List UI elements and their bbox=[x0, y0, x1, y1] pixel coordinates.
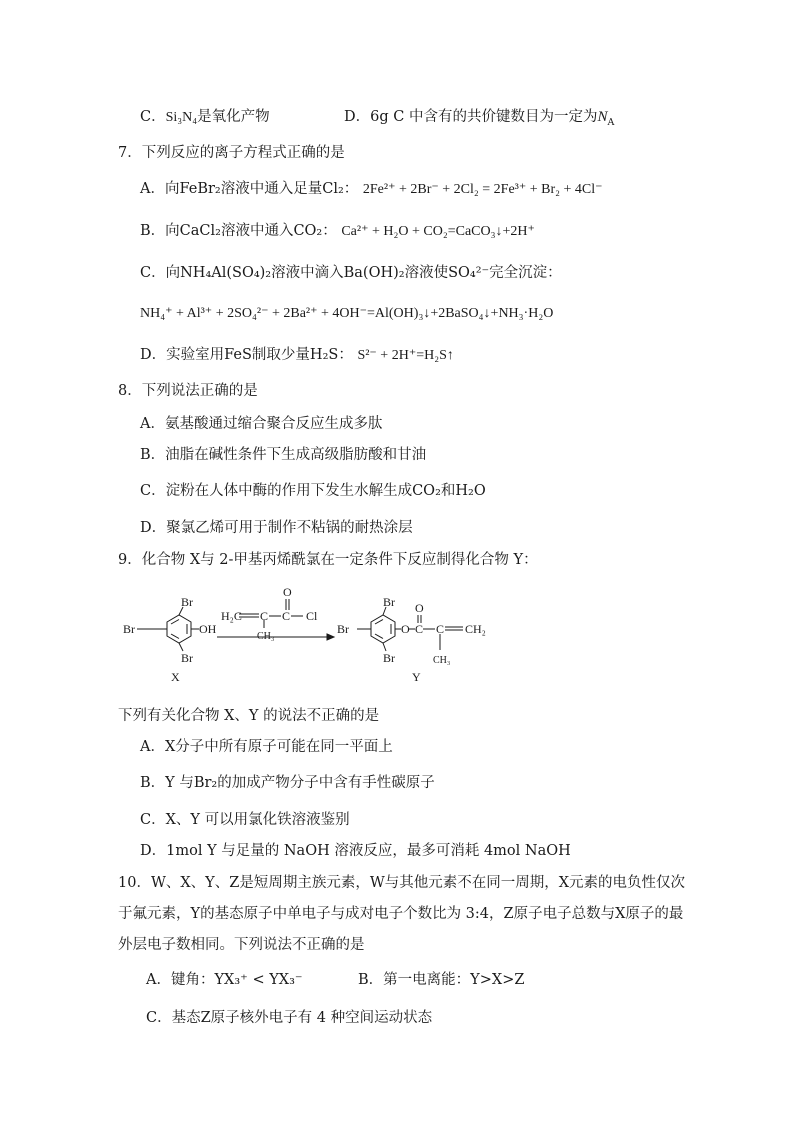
y-c-alkene: C bbox=[436, 622, 445, 636]
reagent-c2: C bbox=[282, 609, 291, 623]
q7-option-d-text: 实验室用FeS制取少量H₂S： bbox=[166, 347, 353, 363]
q6-option-d[interactable] bbox=[344, 107, 614, 127]
y-br-left: Br bbox=[337, 622, 349, 636]
reaction-scheme bbox=[115, 582, 505, 692]
q8-option-a[interactable]: A．氨基酸通过缩合聚合反应生成多肽 bbox=[140, 416, 383, 432]
reagent-ch3: CH₃ bbox=[257, 631, 275, 642]
q7-stem: 7．下列反应的离子方程式正确的是 bbox=[118, 145, 345, 161]
q6-option-c-label: C． bbox=[140, 109, 166, 125]
y-o-carbonyl: O bbox=[415, 601, 424, 615]
x-label: X bbox=[171, 670, 180, 684]
reagent-o: O bbox=[283, 585, 292, 599]
q10-stem-line1: 10．W、X、Y、Z是短周期主族元素，W与其他元素不在同一周期，X元素的电负性仅次 bbox=[118, 875, 686, 891]
y-ch2: CH₂ bbox=[465, 622, 486, 636]
y-ch3: CH₃ bbox=[433, 655, 451, 666]
q7-option-d-equation: S²⁻ + 2H⁺=H₂S↑ bbox=[357, 348, 454, 363]
y-o-ester: O bbox=[401, 622, 410, 636]
q10-option-c[interactable]: C．基态Z原子核外电子有 4 种空间运动状态 bbox=[146, 1010, 433, 1026]
q10-option-a[interactable]: A．键角：YX₃⁺ < YX₃⁻ bbox=[146, 972, 303, 988]
q6-option-d-symbol: N bbox=[597, 109, 608, 125]
y-br-top: Br bbox=[383, 595, 395, 609]
q9-question: 下列有关化合物 X、Y 的说法不正确的是 bbox=[118, 708, 380, 724]
q7-option-b-text: 向CaCl₂溶液中通入CO₂： bbox=[165, 223, 337, 239]
q10-stem-line2: 于氟元素，Y的基态原子中单电子与成对电子个数比为 3:4，Z原子电子总数与X原子的最 bbox=[118, 906, 684, 922]
q9-stem: 9．化合物 X与 2-甲基丙烯酰氯在一定条件下反应制得化合物 Y： bbox=[118, 552, 538, 568]
x-br-top: Br bbox=[181, 595, 193, 609]
q7-option-d-label: D． bbox=[140, 347, 167, 363]
reagent-c1: C bbox=[260, 609, 269, 623]
q9-option-c[interactable]: C．X、Y 可以用氯化铁溶液鉴别 bbox=[140, 812, 350, 828]
q7-option-a-text: 向FeBr₂溶液中通入足量Cl₂： bbox=[164, 181, 359, 197]
q10-stem-line3: 外层电子数相同。下列说法不正确的是 bbox=[118, 937, 365, 953]
y-c-carbonyl: C bbox=[415, 622, 424, 636]
y-label: Y bbox=[412, 670, 421, 684]
q6-option-d-sub: A bbox=[607, 116, 615, 128]
q9-option-b[interactable]: B．Y 与Br₂的加成产物分子中含有手性碳原子 bbox=[140, 775, 435, 791]
x-oh: OH bbox=[199, 622, 217, 636]
q8-stem: 8．下列说法正确的是 bbox=[118, 383, 258, 399]
q9-option-a[interactable]: A．X分子中所有原子可能在同一平面上 bbox=[140, 739, 393, 755]
x-br-bottom: Br bbox=[181, 651, 193, 665]
q6-option-c-formula: Si₃N₄ bbox=[165, 110, 198, 125]
q6-option-d-text: 6g C 中含有的共价键数目为一定为 bbox=[370, 109, 598, 125]
q7-option-d[interactable] bbox=[140, 345, 454, 366]
q9-option-d[interactable]: D．1mol Y 与足量的 NaOH 溶液反应，最多可消耗 4mol NaOH bbox=[140, 843, 571, 859]
q7-option-b-equation: Ca²⁺ + H₂O + CO₂=CaCO₃↓+2H⁺ bbox=[341, 224, 535, 239]
reagent-cl: Cl bbox=[306, 609, 318, 623]
reagent-h2c: H₂C bbox=[221, 609, 242, 623]
q8-option-d[interactable]: D．聚氯乙烯可用于制作不粘锅的耐热涂层 bbox=[140, 520, 413, 536]
q7-option-c-label: C． bbox=[140, 265, 166, 281]
q7-option-a[interactable] bbox=[140, 179, 603, 200]
q8-option-b[interactable]: B．油脂在碱性条件下生成高级脂肪酸和甘油 bbox=[140, 447, 427, 463]
q6-option-d-label: D． bbox=[344, 109, 371, 125]
q10-option-b[interactable]: B．第一电离能：Y>X>Z bbox=[358, 972, 525, 988]
q8-option-c[interactable]: C．淀粉在人体中酶的作用下发生水解生成CO₂和H₂O bbox=[140, 483, 486, 499]
q6-option-c-text: 是氧化产物 bbox=[197, 109, 270, 125]
q7-option-b-label: B． bbox=[140, 223, 166, 239]
q7-option-c[interactable] bbox=[140, 263, 562, 283]
q6-option-c[interactable] bbox=[140, 107, 270, 128]
q7-option-b[interactable] bbox=[140, 221, 535, 242]
q7-option-c-text: 向NH₄Al(SO₄)₂溶液中滴入Ba(OH)₂溶液使SO₄²⁻完全沉淀： bbox=[165, 265, 562, 281]
q7-option-a-label: A． bbox=[140, 181, 165, 197]
q7-option-a-equation: 2Fe²⁺ + 2Br⁻ + 2Cl₂ = 2Fe³⁺ + Br₂ + 4Cl⁻ bbox=[362, 182, 603, 197]
x-br-left: Br bbox=[123, 622, 135, 636]
y-br-bottom: Br bbox=[383, 651, 395, 665]
q7-option-c-equation: NH₄⁺ + Al³⁺ + 2SO₄²⁻ + 2Ba²⁺ + 4OH⁻=Al(OH)₃↓+2BaSO₄↓+NH₃·H₂O bbox=[140, 306, 554, 321]
